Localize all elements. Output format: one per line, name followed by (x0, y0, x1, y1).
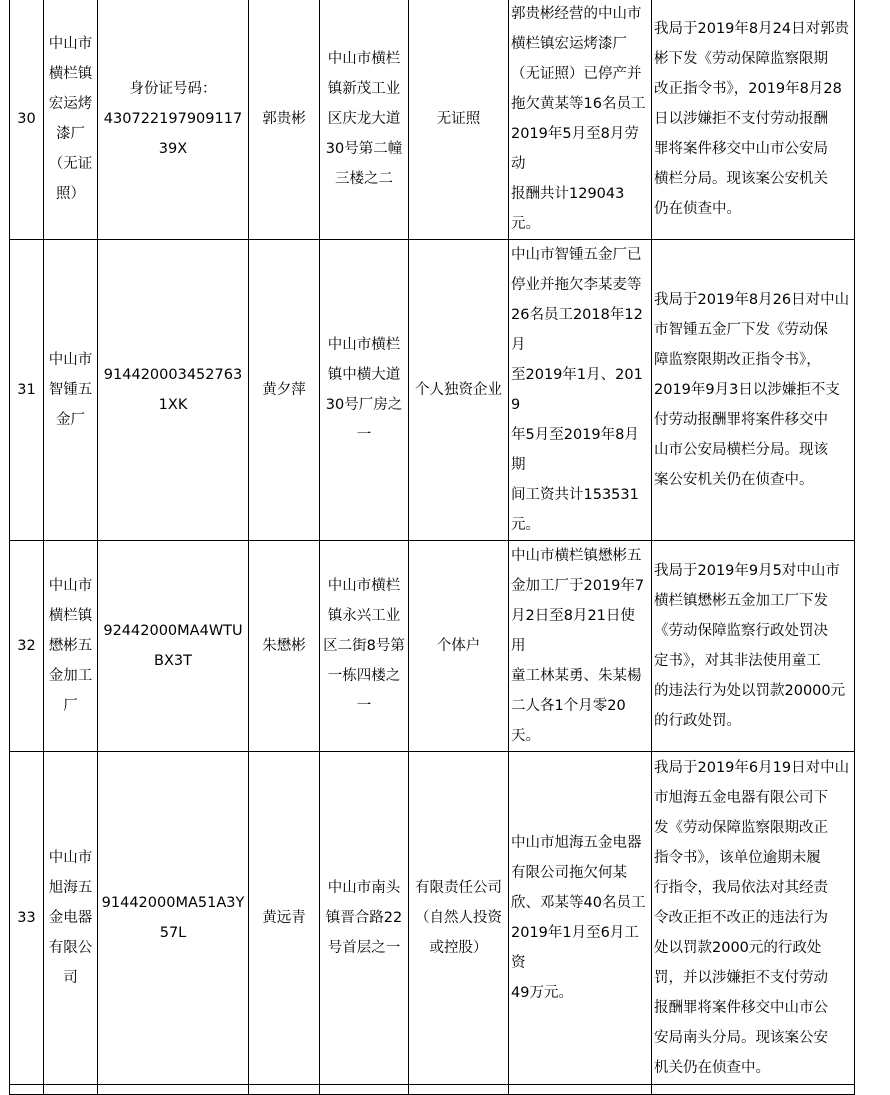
address-cell: 中山市横栏 镇新茂工业 区庆龙大道 30号第二幢 三楼之二 (320, 0, 409, 240)
violation-facts-cell: 中山市旭海五金电器 有限公司拖欠何某 欣、邓某等40名员工 2019年1月至6月工资 49万元。 (509, 752, 652, 1085)
credit-code-cell: 92442000MA4WTUBX3T (98, 541, 249, 752)
case-number-cell: 33 (10, 752, 44, 1085)
credit-code-cell: 9144200034527631XK (98, 240, 249, 541)
table-row (10, 752, 855, 1085)
violation-facts-cell: 中山市智锺五金厂已 停业并拖欠李某麦等 26名员工2018年12月 至2019年1月、2019 年5月至2019年8月期 间工资共计153531 元。 (509, 240, 652, 541)
table-row (10, 240, 855, 541)
handling-result-cell: 我局于2019年8月24日对郭贵 彬下发《劳动保障监察限期 改正指令书》，2019年8月28 日以涉嫌拒不支付劳动报酬 罪将案件移交中山市公安局 横栏分局。现该案公安机关 仍在侦查中。 (652, 0, 855, 240)
violation-facts-cell: 郭贵彬经营的中山市 横栏镇宏运烤漆厂 （无证照）已停产并 拖欠黄某等16名员工 2019年5月至8月劳动 报酬共计129043元。 (509, 0, 652, 240)
handling-result-cell: 我局于2019年6月19日对中山 市旭海五金电器有限公司下 发《劳动保障监察限期改正 指令书》，该单位逾期未履 行指令，我局依法对其经责 令改正拒不改正的违法行为 处以罚款2000元的行政处 罚，并以涉嫌拒不支付劳动 报酬罪将案件移交中山市公 安局南头分局。现该案公安 机关仍在侦查中。 (652, 752, 855, 1085)
credit-code-cell: 91442000MA51A3Y57L (98, 752, 249, 1085)
empty-cell (249, 1085, 320, 1095)
company-name-cell: 中山市 横栏镇 宏运烤 漆厂 （无证 照） (44, 0, 98, 240)
empty-cell (98, 1085, 249, 1095)
case-number-cell: 32 (10, 541, 44, 752)
legal-representative-cell: 黄远青 (249, 752, 320, 1085)
legal-representative-cell: 郭贵彬 (249, 0, 320, 240)
company-name-cell: 中山市 旭海五 金电器 有限公 司 (44, 752, 98, 1085)
legal-representative-cell: 黄夕萍 (249, 240, 320, 541)
table-row-partial (10, 1085, 855, 1095)
address-cell: 中山市横栏 镇永兴工业 区二街8号第 一栋四楼之 一 (320, 541, 409, 752)
company-type-cell: 无证照 (409, 0, 509, 240)
violation-facts-cell: 中山市横栏镇懋彬五 金加工厂于2019年7 月2日至8月21日使用 童工林某勇、朱某楊 二人各1个月零20 天。 (509, 541, 652, 752)
case-number-cell: 30 (10, 0, 44, 240)
address-cell: 中山市南头 镇晋合路22 号首层之一 (320, 752, 409, 1085)
company-type-cell: 个人独资企业 (409, 240, 509, 541)
table-row (10, 541, 855, 752)
legal-representative-cell: 朱懋彬 (249, 541, 320, 752)
table-row (10, 0, 855, 240)
empty-cell (10, 1085, 44, 1095)
case-number-cell: 31 (10, 240, 44, 541)
empty-cell (652, 1085, 855, 1095)
case-table (9, 0, 855, 1095)
address-cell: 中山市横栏 镇中横大道 30号厂房之 一 (320, 240, 409, 541)
company-name-cell: 中山市 智锺五 金厂 (44, 240, 98, 541)
company-name-cell: 中山市 横栏镇 懋彬五 金加工 厂 (44, 541, 98, 752)
handling-result-cell: 我局于2019年9月5对中山市 横栏镇懋彬五金加工厂下发 《劳动保障监察行政处罚决 定书》，对其非法使用童工 的违法行为处以罚款20000元 的行政处罚。 (652, 541, 855, 752)
empty-cell (409, 1085, 509, 1095)
handling-result-cell: 我局于2019年8月26日对中山 市智锺五金厂下发《劳动保 障监察限期改正指令书》， 2019年9月3日以涉嫌拒不支 付劳动报酬罪将案件移交中 山市公安局横栏分局。现该 案公安机关仍在侦查中。 (652, 240, 855, 541)
empty-cell (320, 1085, 409, 1095)
empty-cell (44, 1085, 98, 1095)
credit-code-cell: 身份证号码： 43072219790911739X (98, 0, 249, 240)
empty-cell (509, 1085, 652, 1095)
company-type-cell: 有限责任公司 （自然人投资 或控股） (409, 752, 509, 1085)
company-type-cell: 个体户 (409, 541, 509, 752)
